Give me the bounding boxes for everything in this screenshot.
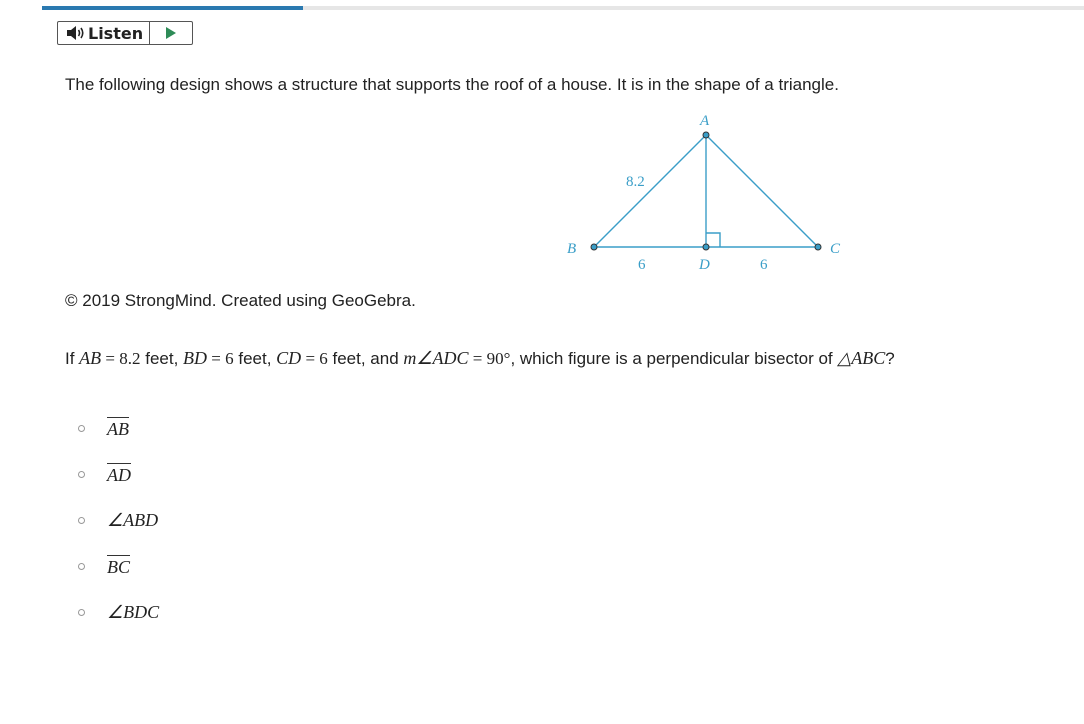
prompt-text: The following design shows a structure that supports the roof of a house. It is in the shape of a triangle. (65, 75, 839, 94)
q-text: , which figure is a perpendicular bisector of (510, 349, 838, 368)
q-eq3: = 6 (301, 349, 328, 368)
q-triangle: △ABC (837, 348, 886, 368)
radio-button[interactable] (78, 471, 85, 478)
label-c: C (830, 241, 841, 257)
q-eq4: = 90° (468, 349, 511, 368)
choice-label: ∠ABD (107, 509, 159, 530)
q-ab: AB (79, 348, 102, 368)
length-bd: 6 (638, 257, 646, 273)
triangle-figure (560, 110, 860, 280)
segment-ac (706, 135, 818, 247)
point-b (591, 244, 597, 250)
choice-ab[interactable] (78, 405, 159, 451)
choice-label: ∠BDC (107, 601, 160, 622)
choice-label: AB (107, 418, 129, 439)
listen-label: Listen (88, 23, 144, 43)
q-eq1: = 8.2 (101, 349, 141, 368)
length-ab: 8.2 (626, 174, 645, 190)
label-d: D (699, 257, 710, 273)
point-a (703, 132, 709, 138)
copyright-credit: © 2019 StrongMind. Created using GeoGebra. (65, 291, 416, 310)
point-c (815, 244, 821, 250)
point-d (703, 244, 709, 250)
radio-button[interactable] (78, 563, 85, 570)
segment-ab (594, 135, 706, 247)
progress-fill (42, 6, 303, 10)
radio-button[interactable] (78, 609, 85, 616)
play-icon (165, 26, 177, 40)
radio-button[interactable] (78, 425, 85, 432)
length-dc: 6 (760, 257, 768, 273)
question-text (65, 348, 895, 369)
q-text: feet, (233, 349, 277, 368)
choice-label: BC (107, 556, 131, 577)
q-text: feet, (140, 349, 184, 368)
q-text: feet, and (327, 349, 404, 368)
choice-label: AD (107, 464, 131, 485)
listen-button[interactable] (58, 22, 150, 44)
label-b: B (567, 241, 577, 257)
q-text: ? (885, 349, 895, 368)
radio-button[interactable] (78, 517, 85, 524)
progress-bar (42, 6, 1084, 10)
choice-ad[interactable] (78, 451, 159, 497)
choice-bc[interactable] (78, 543, 159, 589)
answer-choices (78, 405, 159, 635)
choice-angle-abd[interactable] (78, 497, 159, 543)
q-bd: BD (183, 348, 208, 368)
choice-angle-bdc[interactable] (78, 589, 159, 635)
listen-toolbar (57, 21, 193, 45)
q-cd: CD (276, 348, 302, 368)
q-eq2: = 6 (207, 349, 234, 368)
label-a: A (700, 113, 710, 129)
q-angle: m∠ADC (403, 348, 469, 368)
speaker-icon (66, 25, 86, 41)
play-button[interactable] (150, 22, 192, 44)
q-text: If (65, 349, 80, 368)
